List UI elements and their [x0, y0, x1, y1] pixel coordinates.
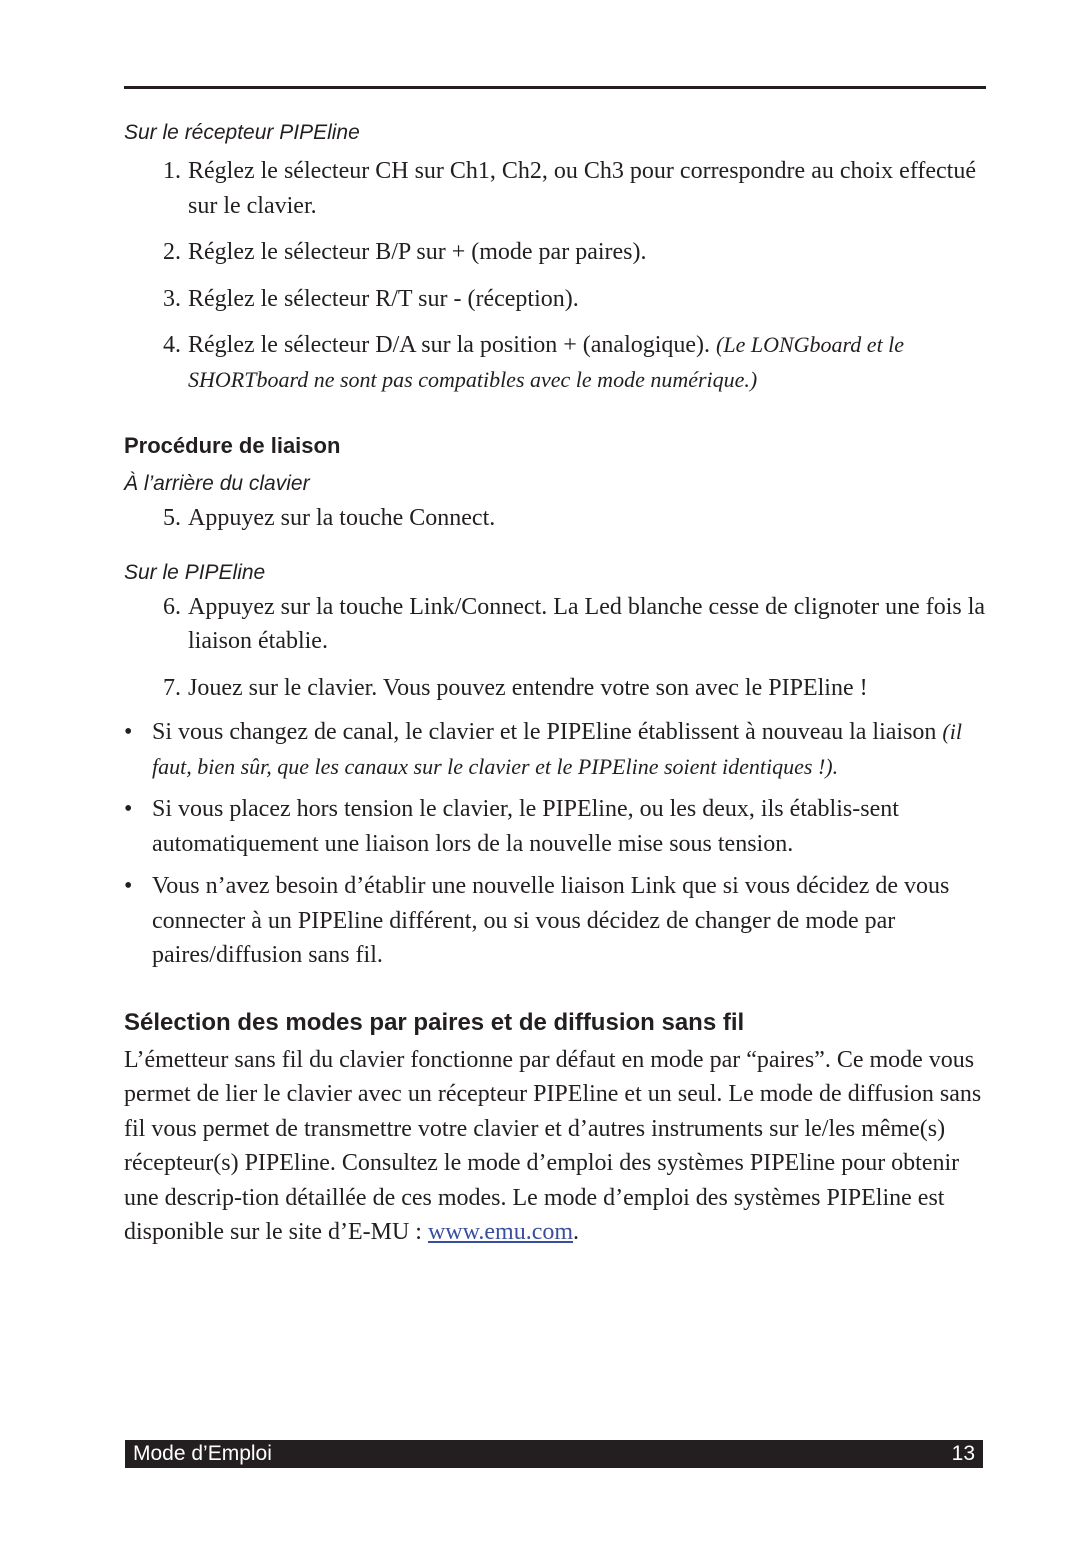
step-text: Réglez le sélecteur B/P sur + (mode par paires). [188, 239, 647, 265]
bullet-note: (il faut, bien sûr, que les canaux sur le clavier et le PIPEline soient identiques !). [152, 719, 962, 779]
modes-section-title: Sélection des modes par paires et de diffusion sans fil [124, 1008, 745, 1036]
page-content [124, 118, 988, 1250]
footer-bar [125, 1440, 983, 1468]
emu-website-link[interactable]: www.emu.com [427, 1219, 574, 1245]
step-number: 4. [163, 332, 181, 358]
step-text: Réglez le sélecteur D/A sur la position + (analogique). [188, 332, 711, 358]
bullet-text: Vous n’avez besoin d’établir une nouvelle liaison Link que si vous décidez de vous connecter à un PIPEline différent, ou si vous décidez de changer de mode par paires/diffusion sans fil. [152, 873, 950, 968]
step-3 [124, 282, 988, 317]
top-rule [124, 86, 986, 89]
step-number: 6. [163, 593, 181, 620]
keyboard-subheading: À l’arrière du clavier [124, 472, 310, 495]
step-1 [124, 154, 988, 223]
modes-text: L’émetteur sans fil du clavier fonctionne par défaut en mode par “paires”. Ce mode vous permet de lier le clavier avec un récepteur PIPEline et un seul. Le mode de diffusion sans fil vous permet de transmettre votre clavier et d’autres instruments sur le/les même(s) récepteur(s) PIPEline. Consultez le mode d’emploi des systèmes PIPEline pour obtenir une descrip-tion détaillée de ces modes. Le mode d’emploi des systèmes PIPEline est disponible sur le site d’E-MU : [124, 1046, 982, 1245]
bullet-symbol: • [124, 873, 133, 899]
bullet-text: Si vous changez de canal, le clavier et le PIPEline établissent à nouveau la liaison [152, 719, 937, 745]
receiver-subheading: Sur le récepteur PIPEline [124, 121, 360, 144]
footer-label: Mode d’Emploi [133, 1442, 272, 1465]
step-number: 5. [163, 505, 181, 531]
page-number: 13 [951, 1442, 975, 1465]
step-text: Jouez sur le clavier. Vous pouvez entendre votre son avec le PIPEline ! [188, 674, 868, 701]
step-number: 3. [163, 285, 181, 312]
step-2 [124, 235, 988, 270]
bullet-text-container [152, 715, 988, 784]
step-text: Réglez le sélecteur CH sur Ch1, Ch2, ou Ch3 pour correspondre au choix effectué sur le clavier. [188, 158, 976, 219]
bullet-text: Si vous placez hors tension le clavier, le PIPEline, ou les deux, ils établis-sent automatiquement une liaison lors de la nouvelle mise sous tension. [152, 796, 899, 857]
bullet-symbol: • [124, 719, 133, 745]
modes-paragraph [124, 1043, 988, 1250]
step-note: (Le LONGboard et le SHORTboard ne sont pas compatibles avec le mode numérique.) [188, 332, 905, 392]
step-text-container [188, 328, 988, 397]
step-number: 7. [163, 674, 181, 701]
receiver-steps [124, 154, 988, 397]
list-item [124, 792, 988, 861]
pipeline-steps [124, 590, 988, 706]
modes-end: . [573, 1219, 580, 1245]
link-procedure-heading: Procédure de liaison [124, 433, 341, 458]
step-7 [124, 671, 988, 706]
list-item [124, 715, 988, 784]
step-text: Appuyez sur la touche Link/Connect. La Led blanche cesse de clignoter une fois la liaison établie. [188, 593, 986, 654]
pipeline-subheading: Sur le PIPEline [124, 560, 266, 584]
step-5 [124, 501, 988, 536]
bullet-symbol: • [124, 796, 133, 822]
step-text: Appuyez sur la touche Connect. [188, 505, 496, 531]
list-item [124, 869, 988, 973]
step-text: Réglez le sélecteur R/T sur - (réception). [188, 285, 579, 312]
step-number: 2. [163, 239, 181, 265]
keyboard-steps [124, 501, 988, 536]
step-4 [124, 328, 988, 397]
step-number: 1. [163, 158, 181, 184]
bullet-list [124, 715, 988, 973]
step-6 [124, 590, 988, 659]
